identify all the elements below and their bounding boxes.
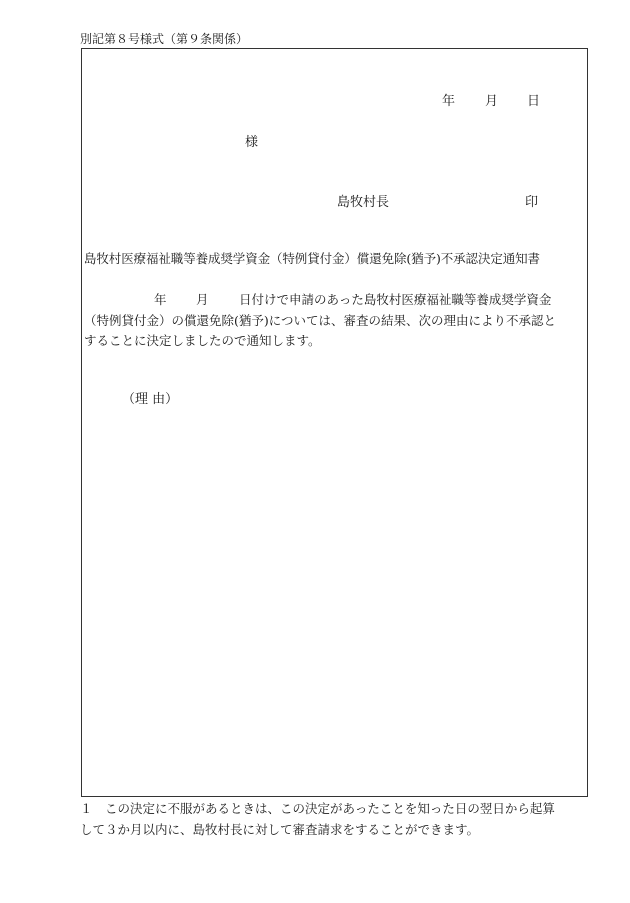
appeal-footnote (80, 798, 590, 840)
sender-name: 島牧村長 (337, 195, 390, 210)
addressee-suffix: 様 (245, 135, 259, 150)
reason-label: （理 由） (122, 392, 179, 407)
seal-mark: 印 (525, 195, 539, 210)
body-month-label: 月 (196, 292, 209, 307)
footnote-line-1: １ この決定に不服があるときは、この決定があったことを知った日の翌日から起算 (80, 801, 555, 816)
date-month-label: 月 (485, 94, 499, 109)
document-frame (81, 48, 588, 797)
date-year-label: 年 (442, 94, 456, 109)
date-day-label: 日 (527, 94, 541, 109)
body-year-label: 年 (154, 292, 167, 307)
footnote-line-2: して３か月以内に、島牧村長に対して審査請求をすることができます。 (80, 822, 480, 837)
body-line-1 (84, 290, 586, 311)
body-line-1-text: 日付けで申請のあった島牧村医療福祉職等養成奨学資金 (239, 292, 552, 307)
form-number-label: 別記第８号様式（第９条関係） (80, 32, 249, 46)
notice-body (84, 290, 586, 352)
document-title: 島牧村医療福祉職等養成奨学資金（特例貸付金）償還免除(猶予)不承認決定通知書 (84, 251, 540, 266)
body-line-2: （特例貸付金）の償還免除(猶予)については、審査の結果、次の理由により不承認と (84, 312, 557, 328)
body-line-3: することに決定しましたので通知します。 (84, 333, 321, 348)
